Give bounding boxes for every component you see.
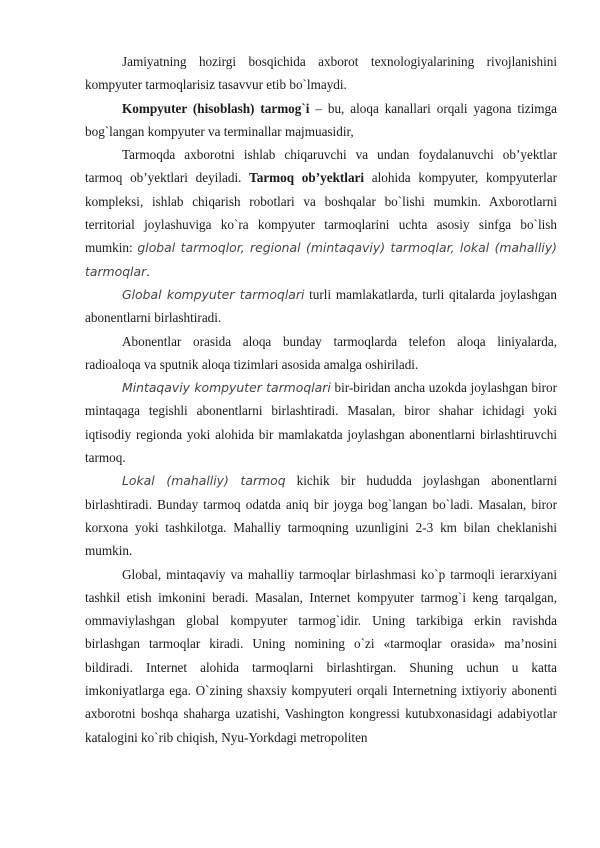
- term-computer-network: Kompyuter (hisoblash) tarmog`i: [122, 100, 310, 116]
- paragraph-network-objects: Tarmoqda axborotni ishlab chiqaruvchi va undan foydalanuvchi ob’yektlar tarmoq ob’yektlari deyiladi. Tarmoq ob’yektlari alohida kompyuter, kompyuterlar kompleksi, ishlab chiqarish robotlari va boshqalar bo`lishi mumkin. Axborotlarni territorial joylashuviga ko`ra kompyuter tarmoqlarini uchta asosiy sinfga bo`lish mumkin: global tarmoqlor, regional (mintaqaviy) tarmoqlar, lokal (mahalliy) tarmoqlar.: [85, 147, 558, 279]
- term-regional-networks: Mintaqaviy kompyuter tarmoqlari: [122, 380, 331, 396]
- paragraph-intro: Jamiyatning hozirgi bosqichida axborot texnologiyalarining rivojlanishini kompyuter tarmoqlarisiz tasavvur etib bo`lmaydi.: [85, 54, 557, 93]
- paragraph-global-networks: Global kompyuter tarmoqlari turli mamlakatlarda, turli qitalarda joylashgan abonentlarni birlashtiradi.: [85, 286, 557, 326]
- paragraph-regional-networks: Mintaqaviy kompyuter tarmoqlari bir-biridan ancha uzokda joylashgan biror mintaqaga tegishli abonentlarni birlashtiradi. Masalan, biror shahar ichidagi yoki iqtisodiy regionda yoki alohida bir mamlakatda joylashgan abonentlarni birlashtiruvchi tarmoq.: [85, 380, 558, 466]
- body-text: [85, 50, 557, 749]
- paragraph-communication: Abonentlar orasida aloqa bunday tarmoqlarda telefon aloqa liniyalarda, radioaloqa va sputnik aloqa tizimlari asosida amalga oshiriladi.: [85, 333, 557, 372]
- paragraph-local-networks: Lokal (mahalliy) tarmoq kichik bir hududda joylashgan abonentlarni birlashtiradi. Bunday tarmoq odatda aniq bir joyga bog`langan bo`ladi. Masalan, biror korxona yoki tashkilotga. Mahalliy tarmoqning uzunligini 2-3 km bilan cheklanishi mumkin.: [85, 473, 557, 559]
- term-network-objects: Tarmoq ob’yektlari: [249, 170, 365, 186]
- paragraph-network-definition: Kompyuter (hisoblash) tarmog`i – bu, aloqa kanallari orqali yagona tizimga bog`langan kompyuter va terminallar majmuasidir,: [85, 100, 557, 139]
- network-classes: global tarmoqlor, regional (mintaqaviy) tarmoqlar, lokal (mahalliy) tarmoqlar: [85, 240, 558, 279]
- paragraph-internet: Global, mintaqaviy va mahalliy tarmoqlar birlashmasi ko`p tarmoqli ierarxiyani tashkil etish imkonini beradi. Masalan, Internet kompyuter tarmog`i keng tarqalgan, ommaviylashgan global kompyuter tarmog`idir. Uning tarkibiga erkin ravishda birlashgan tarmoqlar kiradi. Uning nomining o`zi «tarmoqlar orasida» ma’nosini bildiradi. Internet alohida tarmoqlarni birlashtirgan. Shuning uchun u katta imkoniyatlarga ega. O`zining shaxsiy kompyuteri orqali Internetning ixtiyoriy abonenti axborotni boshqa shaharga uzatishi, Vashington kongressi kutubxonasidagi adabiyotlar katalogini ko`rib chiqish, Nyu-Yorkdagi metropoliten: [85, 566, 557, 745]
- term-local-network: Lokal (mahalliy) tarmoq: [122, 473, 286, 489]
- term-global-networks: Global kompyuter tarmoqlari: [122, 286, 305, 302]
